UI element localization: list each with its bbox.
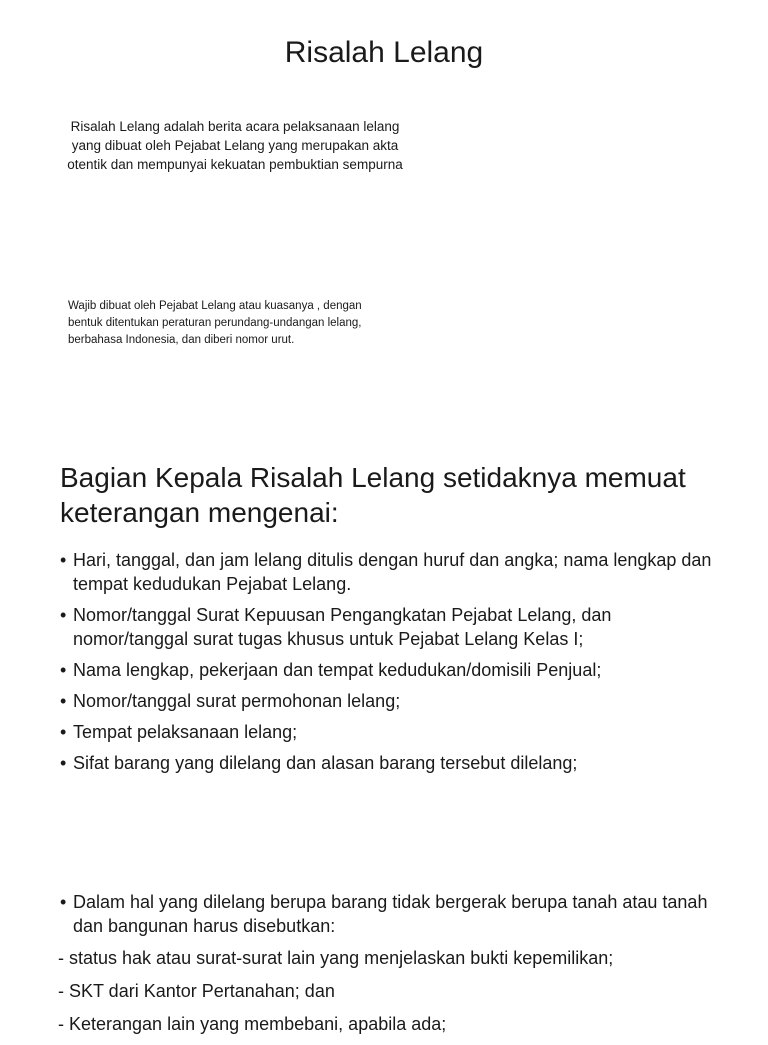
list-item bbox=[60, 751, 720, 775]
obligation-text: Wajib dibuat oleh Pejabat Lelang atau kuasanya , dengan bentuk ditentukan peraturan perundang-undangan lelang, berbahasa Indonesia, dan diberi nomor urut. bbox=[68, 300, 362, 346]
list-item-text: Dalam hal yang dilelang berupa barang tidak bergerak berupa tanah atau tanah dan bangunan harus disebutkan: bbox=[73, 892, 708, 936]
list-item-text: Tempat pelaksanaan lelang; bbox=[73, 722, 298, 742]
sub-item-list bbox=[58, 946, 738, 1045]
definition-text: Risalah Lelang adalah berita acara pelaksanaan lelang yang dibuat oleh Pejabat Lelang yang merupakan akta otentik dan mempunyai kekuatan pembuktian sempurna bbox=[67, 119, 403, 172]
bullet-icon: • bbox=[60, 605, 67, 625]
slide-title: Risalah Lelang bbox=[284, 36, 484, 69]
list-item bbox=[60, 603, 720, 651]
slide-1 bbox=[0, 0, 768, 440]
sub-item: - status hak atau surat-surat lain yang menjelaskan bukti kepemilikan; bbox=[58, 948, 614, 968]
sub-item: - SKT dari Kantor Pertanahan; dan bbox=[58, 981, 335, 1001]
section-heading: Bagian Kepala Risalah Lelang setidaknya memuat keterangan mengenai: bbox=[60, 462, 686, 528]
list-item bbox=[60, 548, 720, 596]
bullet-icon: • bbox=[60, 691, 67, 711]
bullet-list-land bbox=[60, 890, 720, 945]
list-item bbox=[60, 890, 720, 938]
list-item-text: Sifat barang yang dilelang dan alasan barang tersebut dilelang; bbox=[73, 753, 578, 773]
list-item-text: Hari, tanggal, dan jam lelang ditulis dengan huruf dan angka; nama lengkap dan tempat kedudukan Pejabat Lelang. bbox=[73, 550, 712, 594]
list-item bbox=[60, 689, 720, 713]
list-item bbox=[60, 658, 720, 682]
list-item-text: Nama lengkap, pekerjaan dan tempat kedudukan/domisili Penjual; bbox=[73, 660, 602, 680]
list-item-text: Nomor/tanggal Surat Kepuusan Pengangkatan Pejabat Lelang, dan nomor/tanggal surat tugas khusus untuk Pejabat Lelang Kelas I; bbox=[73, 605, 612, 649]
slide-2 bbox=[0, 440, 768, 1034]
bullet-icon: • bbox=[60, 550, 67, 570]
bullet-icon: • bbox=[60, 722, 67, 742]
list-item-text: Nomor/tanggal surat permohonan lelang; bbox=[73, 691, 401, 711]
list-item bbox=[60, 720, 720, 744]
sub-item: - Keterangan lain yang membebani, apabila ada; bbox=[58, 1014, 447, 1034]
bullet-icon: • bbox=[60, 660, 67, 680]
bullet-icon: • bbox=[60, 753, 67, 773]
bullet-list bbox=[60, 548, 720, 782]
bullet-icon: • bbox=[60, 892, 67, 912]
